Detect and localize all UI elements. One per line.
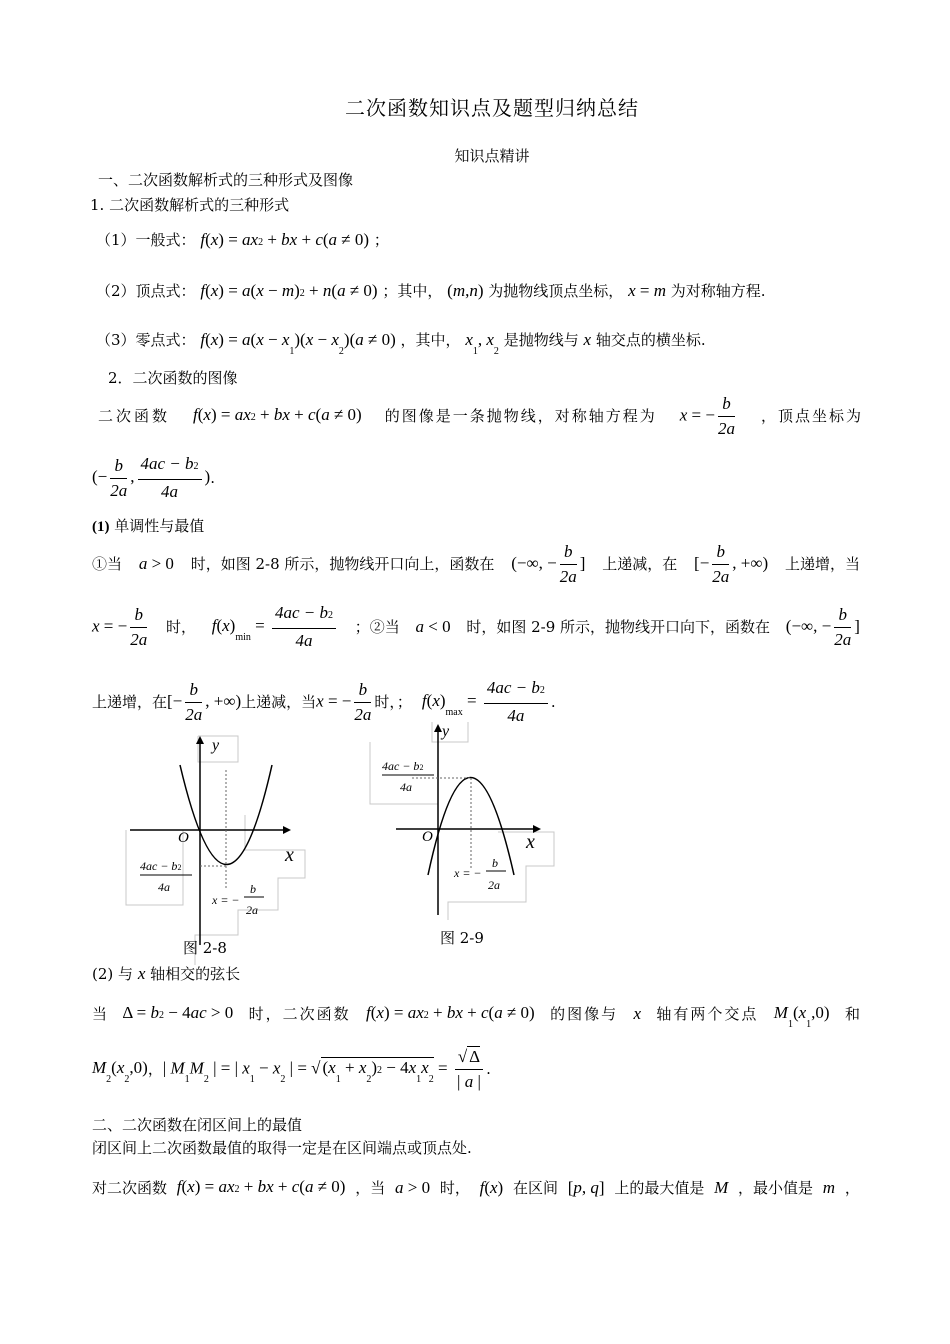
x-var3: x [633,1004,641,1023]
form3-formula: $f(x) = a(x - x_1)(x - x_2)(a \ne 0)$ [200,330,396,357]
form1-label: （1）一般式： [96,231,196,249]
mono-p3-a: 上递增，在 [92,693,168,711]
vertex-mn: (m,n) [447,281,484,300]
form2-tail: 为对称轴方程. [670,282,766,300]
fig1-x-label: x [285,844,294,866]
chord-heading: (2) 与 [92,965,134,983]
discriminant: Δ = b2 − 4ac > 0 [122,1002,234,1022]
section2-p2-g: ， [844,1179,860,1197]
form3-line [96,330,706,357]
s2-fx: f(x) [479,1178,504,1197]
chord-length-formula: | $M_1M_2$ | = | $x_1 - x_2$ | = √ $(x_1 + x_2)2 - 4x_1x_2$ = $\frac{√ \Delta}{| a |}$ [163,1045,486,1094]
interval-inc2: (−∞, − $\frac{b}{2a}$ ] [785,604,860,649]
svg-text:4ac − b2: 4ac − b2 [382,759,424,773]
svg-text:x = −: x = − [212,893,240,907]
fig2-y-label: y [442,723,450,740]
section2-heading: 二、二次函数在闭区间上的最值 [92,1116,303,1134]
svg-text:x = −: x = − [454,866,482,880]
section2-p2-a: 对二次函数 [92,1179,168,1197]
mono-p1 [92,540,860,588]
svg-text:4ac − b2: 4ac − b2 [140,859,182,873]
fig2-caption: 图 2-9 [440,929,484,947]
fig2-origin: O [422,829,433,845]
vertex-x2: x = − $\frac{b}{2a}$ [316,679,372,724]
interval-dec2: [− $\frac{b}{2a}$ , +∞) [167,679,242,724]
section2-p2-c: 时， [439,1179,470,1197]
svg-text:4a: 4a [158,880,170,894]
min-sub: min [235,631,251,643]
chord-heading-line [92,964,240,984]
graph-text2: 的图像是一条抛物线，对称轴方程为 [384,407,657,425]
section2-p2-f: ，最小值是 [738,1179,814,1197]
form2-label: （2）顶点式： [96,282,196,300]
mono-p3-c: 时，； [374,693,412,711]
page-title: 二次函数知识点及题型归纳总结 [345,96,639,120]
section2-p2-b: ，当 [355,1179,386,1197]
a-gt-0: a > 0 [138,554,174,573]
form2-mid2: 为抛物线顶点坐标， [488,282,624,300]
max-sub: max [445,706,463,718]
form2-formula: f(x) = a(x − m)2 + n(a ≠ 0) [200,281,378,300]
period2: . [486,1060,491,1078]
svg-text:b: b [250,882,256,896]
f-max: $f(x)_{max}$ = $\frac{4ac - b2}{4a}$ [422,676,551,728]
chord-p1-d: 轴有两个交点 [656,1005,759,1023]
graph-text3: ，顶点坐标为 [760,407,863,425]
axis-eq: x = m [628,281,667,300]
svg-text:2a: 2a [246,903,258,917]
section1-sub2: 2．二次函数的图像 [108,369,238,387]
mono-p2-b: ；②当 [354,618,400,636]
s2-formula: f(x) = ax2 + bx + c(a ≠ 0) [176,1176,346,1196]
mono-p1-c: 上递减，在 [602,555,678,573]
point-m2: $M_2(x_2,0)$ [92,1057,148,1085]
chord-p1 [92,1000,860,1028]
form3-label: （3）零点式： [96,331,196,349]
interval-dec: (−∞, − $\frac{b}{2a}$ ] [511,541,586,586]
graph-text1: 二次函数 [98,407,171,425]
chord-p1-b: 时，二次函数 [248,1005,351,1023]
form2-mid: ；其中， [382,282,443,300]
mono-p2-a: 时， [165,618,196,636]
s2-a-gt-0: a > 0 [394,1178,431,1197]
min-m: m [822,1178,836,1197]
chord-p2-sep: ， [147,1060,163,1078]
graph-text4: . [210,469,215,487]
svg-text:4a: 4a [400,780,412,794]
roots-x1x2: $x_1$, $x_2$ [465,330,499,357]
section2-p2-d: 在区间 [512,1179,558,1197]
interval-inc: [− $\frac{b}{2a}$ , +∞) [694,541,769,586]
section1-heading: 一、二次函数解析式的三种形式及图像 [98,171,354,189]
section2-p1: 闭区间上二次函数最值的取得一定是在区间端点或顶点处. [92,1139,472,1157]
figure-2-9 [368,720,568,920]
max-M: M [714,1178,729,1197]
section2-p2-e: 上的最大值是 [614,1179,705,1197]
period: . [550,693,556,711]
chord-p1-a: 当 [92,1005,108,1023]
mono-p1-b: 时，如图 2-8 所示，抛物线开口向上，函数在 [190,555,495,573]
svg-text:2a: 2a [488,878,500,892]
form1-tail: ； [373,231,389,249]
figure-2-8 [120,730,340,965]
fig1-y-label: y [212,737,220,754]
form1-formula: f(x) = ax2 + bx + c(a ≠ 0) [200,230,370,249]
chord-heading-tail: 轴相交的弦长 [150,965,241,983]
mono-p1-d: 上递增，当 [784,555,860,573]
mono-p2-c: 时，如图 2-9 所示，抛物线开口向下，函数在 [466,618,771,636]
graph-formula: f(x) = ax2 + bx + c(a ≠ 0) [193,404,362,424]
form3-tail2: 轴交点的横坐标. [595,331,706,349]
chord-formula: f(x) = ax2 + bx + c(a ≠ 0) [365,1002,535,1022]
chord-p1-c: 的图像与 [550,1005,619,1023]
a-lt-0: a < 0 [415,617,451,636]
mono-heading-line [92,516,204,537]
chord-p1-e: 和 [844,1005,860,1023]
axis-formula: x = − $\frac{b}{2a}$ [679,393,735,438]
section1-sub1: 1. 二次函数解析式的三种形式 [90,196,290,214]
form2-line [96,281,766,304]
fig1-origin: O [178,830,189,846]
form3-mid: ，其中， [400,331,461,349]
mono-p3-b: 上递减，当 [241,693,317,711]
mono-heading-num: (1) [92,519,110,535]
fig2-x-label: x [526,831,535,853]
mono-p2 [92,603,860,651]
mono-heading: 单调性与最值 [114,517,205,535]
chord-p2 [92,1044,491,1094]
interval-pq: [p, q] [567,1178,605,1197]
x-var: x [583,330,592,349]
point-m1: $M_1(x_1,0)$ [773,1002,830,1030]
vertex-coord-line [92,454,215,502]
vertex-x: x = − $\frac{b}{2a}$ [92,604,148,649]
section2-p2 [92,1174,860,1202]
f-min: $f(x)_{min}$ = $\frac{4ac - b2}{4a}$ [212,601,339,653]
form1-line [96,230,389,253]
svg-text:b: b [492,856,498,870]
fig1-caption: 图 2-8 [183,939,227,957]
graph-desc-line [98,393,863,438]
mono-p3 [92,678,556,726]
vertex-formula: (− $\frac{b}{2a}$ , $\frac{4ac - b2}{4a}$ ) [92,454,211,501]
x-var2: x [137,964,146,983]
page-subtitle: 知识点精讲 [454,147,530,165]
mono-p1-a: ①当 [92,555,123,573]
form3-tail: 是抛物线与 [503,331,579,349]
